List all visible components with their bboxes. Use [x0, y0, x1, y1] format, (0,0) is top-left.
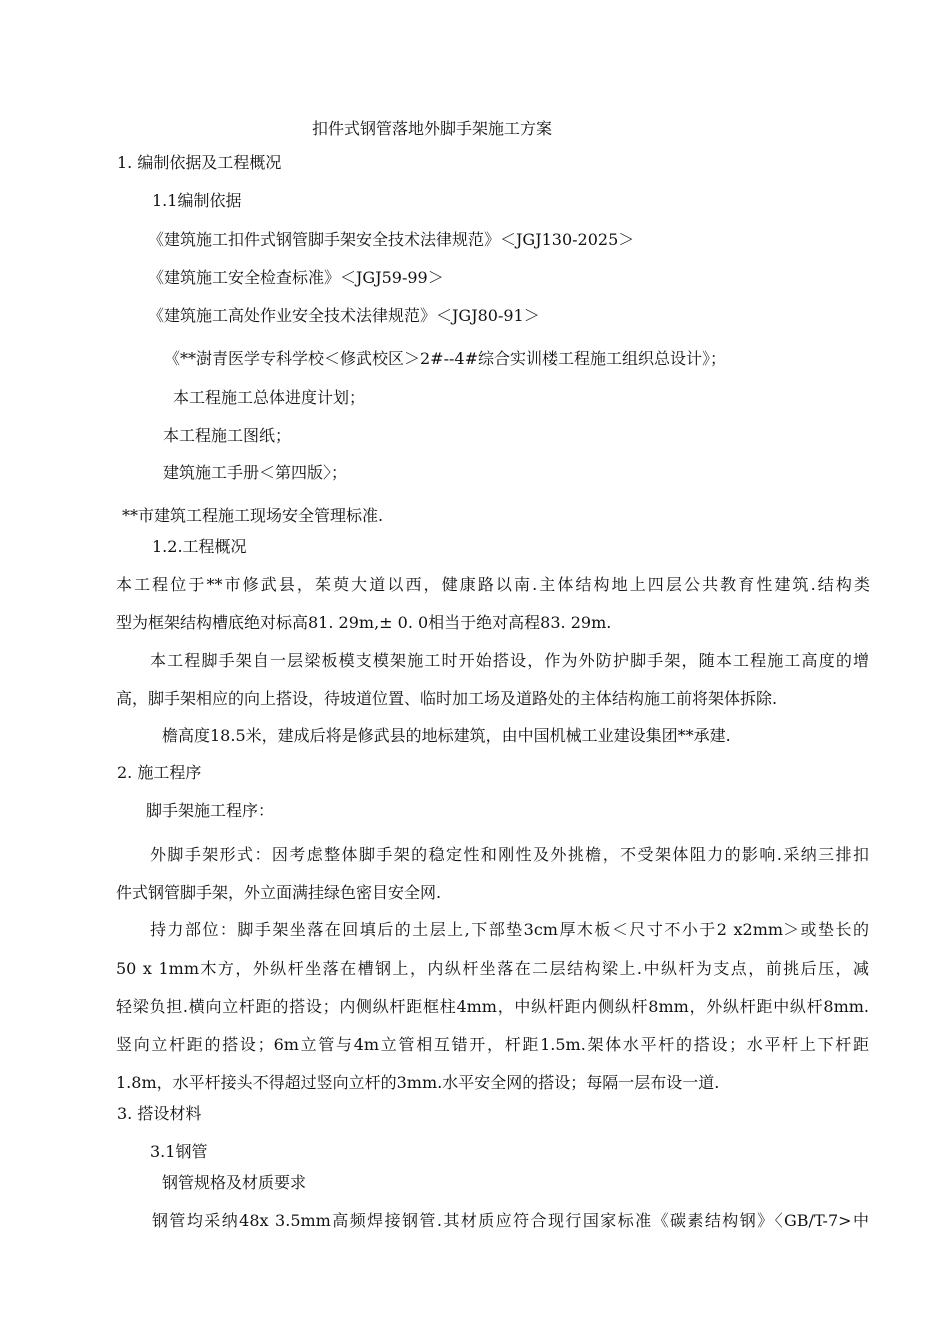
section-heading-1: 1. 编制依据及工程概况 [117, 153, 282, 172]
reference-line: **市建筑工程施工现场安全管理标准. [122, 506, 384, 525]
paragraph-line: 本工程位于**市修武县，茱萸大道以西，健康路以南.主体结构地上四层公共教育性建筑.结构类 [116, 575, 870, 594]
reference-line: 《建筑施工安全检查标准》＜JGJ59-99＞ [148, 268, 444, 287]
paragraph-line: 外脚手架形式：因考虑整体脚手架的稳定性和刚性及外挑檐，不受架体阻力的影响.采纳三排扣 [150, 845, 869, 864]
paragraph-line: 檐高度18.5米，建成后将是修武县的地标建筑，由中国机械工业建设集团**承建. [162, 726, 731, 745]
paragraph-line: 竖向立杆距的搭设；6m立管与4m立管相互错开，杆距1.5m.架体水平杆的搭设；水平杆上下杆距 [116, 1035, 869, 1054]
paragraph-line: 脚手架施工程序： [146, 801, 275, 820]
subsection-heading-1-2: 1.2.工程概况 [152, 537, 247, 556]
section-heading-3: 3. 搭设材料 [117, 1104, 202, 1123]
paragraph-line: 持力部位：脚手架坐落在回填后的土层上,下部垫3cm厚木板＜尺寸不小于2 x2mm＞或垫长的 [150, 920, 869, 939]
reference-line: 本工程施工总体进度计划； [173, 388, 366, 407]
paragraph-line: 钢管规格及材质要求 [162, 1173, 307, 1192]
reference-line: 《建筑施工扣件式钢管脚手架安全技术法律规范》＜JGJ130-2025＞ [148, 230, 635, 249]
paragraph-line: 轻梁负担.横向立杆距的搭设；内侧纵杆距框柱4mm，中纵杆距内侧纵杆8mm，外纵杆距中纵杆8mm. [116, 997, 869, 1016]
reference-line: 《建筑施工高处作业安全技术法律规范》＜JGJ80-91＞ [148, 306, 540, 325]
paragraph-line: 高，脚手架相应的向上搭设，待坡道位置、临时加工场及道路处的主体结构施工前将架体拆除. [116, 689, 778, 708]
section-heading-2: 2. 施工程序 [117, 763, 202, 782]
reference-line: 本工程施工图纸； [163, 426, 292, 445]
reference-line: 建筑施工手册＜第四版〉； [163, 463, 348, 482]
paragraph-line: 钢管均采纳48x 3.5mm高频焊接钢管.其材质应符合现行国家标准《碳素结构钢》〈GB/T-7>中 [152, 1211, 869, 1230]
paragraph-line: 型为框架结构槽底绝对标高81. 29m,± 0. 0相当于绝对高程83. 29m. [116, 613, 612, 632]
document-title: 扣件式钢管落地外脚手架施工方案 [312, 119, 553, 138]
reference-line: 《**澍青医学专科学校＜修武校区＞2#--4#综合实训楼工程施工组织总设计》； [164, 349, 726, 368]
subsection-heading-3-1: 3.1钢管 [150, 1142, 208, 1161]
paragraph-line: 50 x 1mm木方，外纵杆坐落在槽钢上，内纵杆坐落在二层结构梁上.中纵杆为支点，前挑后压，减 [116, 959, 869, 978]
paragraph-line: 本工程脚手架自一层梁板模支模架施工时开始搭设，作为外防护脚手架，随本工程施工高度的增 [150, 651, 869, 670]
paragraph-line: 1.8m，水平杆接头不得超过竖向立杆的3mm.水平安全网的搭设；每隔一层布设一道. [116, 1073, 720, 1092]
paragraph-line: 件式钢管脚手架，外立面满挂绿色密目安全网. [116, 883, 442, 902]
subsection-heading-1-1: 1.1编制依据 [152, 191, 242, 210]
